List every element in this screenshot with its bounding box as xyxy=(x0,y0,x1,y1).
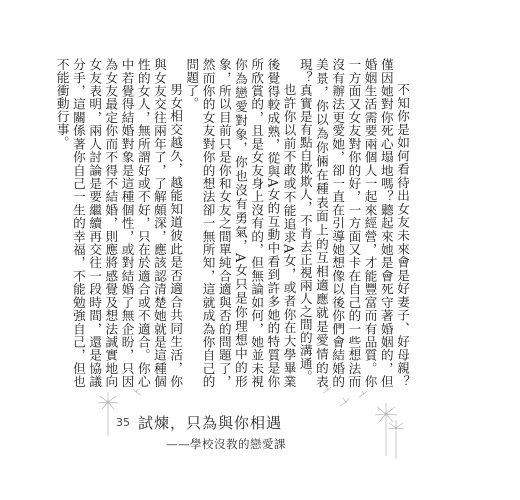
paragraph-3: 男女相交越久，越能知道彼此是否適合共同生活，你與女友交往兩年了，了解頗深，應該認清楚她就是這種個性的女人，無所謂好或不好，只在於適合或不適合。你心中若覺得結婚對象是這種個性，或對結婚了無企盼，只因為女友最定你而不得不結婚，則應將感覺及想法誠實地向女友表明，兩人討論是要繼續再交往一段時間，還是協議分手，這關係著你自己一生的幸福，不能勉強自己，但也不能衝動行事。 xyxy=(54,58,184,388)
body-text xyxy=(54,58,410,388)
book-subtitle: ——學校沒教的戀愛課 xyxy=(166,437,286,451)
page-footer xyxy=(116,406,416,466)
book-title: 試煉，只為與你相遇 xyxy=(138,414,283,432)
paragraph-1: 不知你是如何看待出女友未來會是好妻子、好母親？僅因她對你死心塌地嗎？聽起來她是會死守著婚姻的，但婚姻生活需要兩個人一起來經營，才能豐富而有品質。你一方面又女友對你的好，一方面又卡在自己的一些想法而沒有辦法更愛她，卻一直在引導她想像以後你們會結婚的美景，你以為你倆在種表面上的互相適應就是愛情的表現？真實是有點自欺欺人，不肯去正視兩人之間的溝通。 xyxy=(297,58,410,388)
paragraph-2: 也許你以前不敢或不能追求A女，或者你在大學畢業後覺得較成熟，從與A女的互動中看到許多她的特質是你所欣賞的，且是女友身上沒有的，但無論如何，她並未視你為戀愛對象，你也沒有勇氣，A女只是你理想中的形象，所以目前只是你和女友之間單純合適與否的問題了，然而你的女友對你的想法卻一無所知，這就成為你自己的問題了。 xyxy=(184,58,297,388)
page-number: 35 xyxy=(116,416,130,429)
